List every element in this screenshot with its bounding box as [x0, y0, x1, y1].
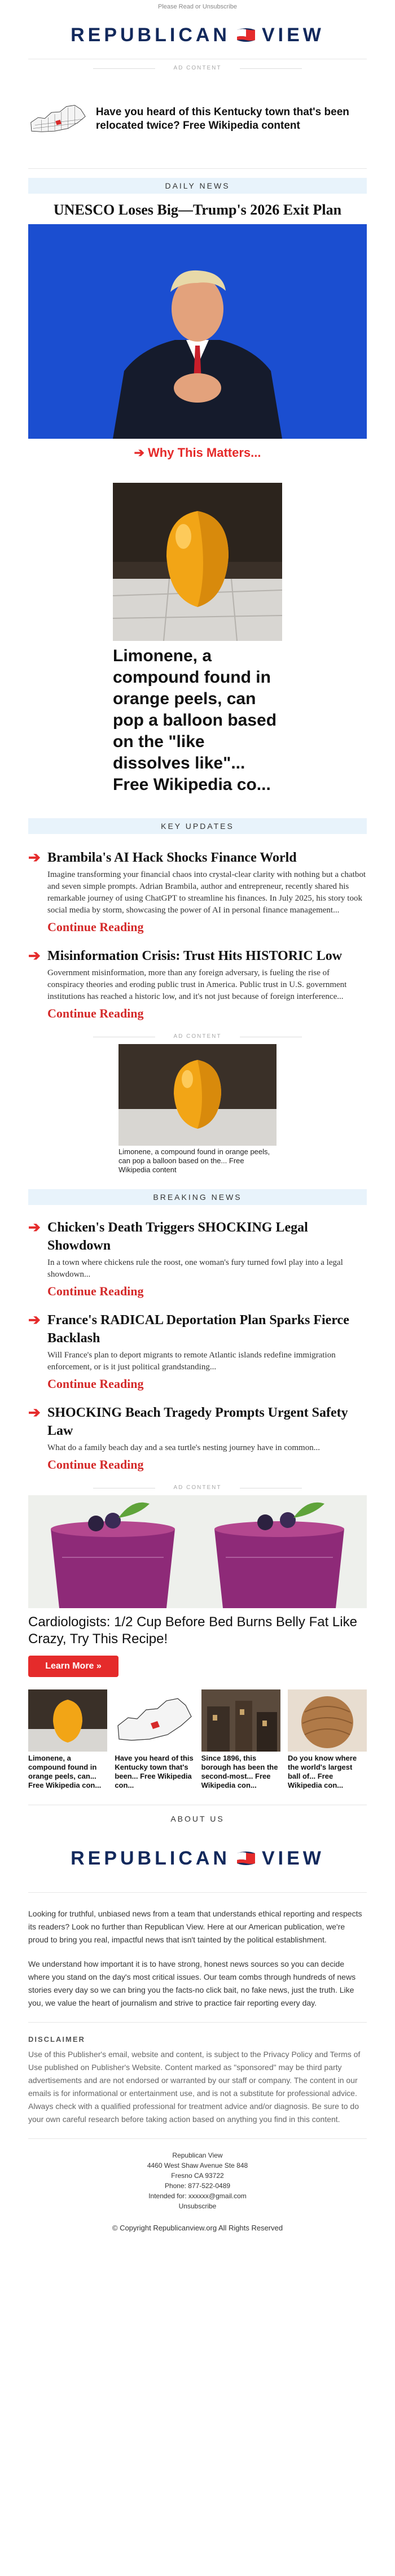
- arrow-icon: ➔: [28, 947, 41, 964]
- breaking-news-label: BREAKING NEWS: [28, 1189, 367, 1205]
- footer-address: [0, 2150, 395, 2211]
- copyright-text: © Copyright Republicanview.org All Rights Reserved: [112, 2224, 283, 2232]
- disclaimer-label: DISCLAIMER: [28, 2035, 85, 2044]
- article-title[interactable]: Misinformation Crisis: Trust Hits HISTORIC Low: [47, 949, 343, 963]
- flag-logo-icon: [236, 27, 256, 43]
- article-summary: Will France's plan to deport migrants to remote Atlantic islands redefine immigration enforcement, or is it just political grandstanding...: [47, 1351, 336, 1372]
- article-misinformation[interactable]: [28, 947, 367, 1021]
- hero-image[interactable]: [28, 224, 367, 439]
- kentucky-map-thumbnail: [115, 1689, 194, 1752]
- beet-drink-image[interactable]: [28, 1495, 367, 1608]
- footer-name: Republican View: [172, 2151, 223, 2159]
- footer-intended: Intended for: xxxxxx@gmail.com: [148, 2192, 247, 2200]
- arrow-icon: ➔: [28, 1404, 41, 1421]
- logo-word-right: VIEW: [262, 24, 324, 46]
- continue-reading-link[interactable]: Continue Reading: [47, 1457, 144, 1472]
- disclaimer-text: Use of this Publisher's email, website and content, is subject to the Privacy Policy and Terms of Use published on Publisher's Website. Content marked as "sponsored" may be third party advertisements and are not endorsed or warranted by our staff or company. The content in our emails is for informational or entertainment use, and is not a substitute for professional advice. Always check with a qualified professional for treatment advice and/or diagnosis. Be sure to do your own careful research before taking action based on anything you find in this content.: [28, 2050, 361, 2124]
- unsubscribe-link[interactable]: Unsubscribe: [178, 2202, 217, 2210]
- kentucky-ad-text: Have you heard of this Kentucky town that's been relocated twice? Free Wikipedia content: [95, 106, 349, 132]
- limonene-small-ad[interactable]: [118, 1044, 276, 1175]
- continue-reading-link[interactable]: Continue Reading: [47, 1006, 144, 1020]
- kentucky-map-image: [28, 85, 88, 153]
- tile-kentucky[interactable]: [115, 1689, 194, 1790]
- tile-text: Limonene, a compound found in orange peels, can... Free Wikipedia con...: [28, 1754, 102, 1789]
- orange-balloon-thumbnail: [28, 1689, 107, 1752]
- arrow-icon: ➔: [28, 1311, 41, 1328]
- limonene-small-ad-text: Limonene, a compound found in orange peels, can pop a balloon based on the... Free Wikipedia content: [118, 1147, 270, 1174]
- article-title[interactable]: SHOCKING Beach Tragedy Prompts Urgent Safety Law: [47, 1405, 348, 1438]
- ad-content-label: AD CONTENT: [0, 1033, 395, 1040]
- article-summary: In a town where chickens rule the roost, one woman's fury turned fowl play into a legal showdown...: [47, 1258, 343, 1279]
- article-title[interactable]: France's RADICAL Deportation Plan Sparks Fierce Backlash: [47, 1313, 349, 1346]
- key-updates-label: KEY UPDATES: [28, 818, 367, 834]
- footer-logo[interactable]: [0, 1841, 395, 1875]
- daily-news-label: DAILY NEWS: [28, 178, 367, 194]
- why-this-matters-link[interactable]: ➔ Why This Matters...: [134, 446, 261, 460]
- orange-balloon-image: [118, 1044, 276, 1146]
- footer-address-line-2: Fresno CA 93722: [171, 2172, 224, 2180]
- about-us-label: ABOUT US: [28, 1811, 367, 1827]
- article-brambila[interactable]: [28, 849, 367, 935]
- orange-balloon-image: [113, 483, 282, 641]
- tile-limonene[interactable]: [28, 1689, 107, 1790]
- footer-address-line-1: 4460 West Shaw Avenue Ste 848: [147, 2162, 248, 2169]
- twine-ball-thumbnail: [288, 1689, 367, 1752]
- logo-word-left: REPUBLICAN: [71, 24, 230, 46]
- header-logo[interactable]: [0, 18, 395, 52]
- ad-content-label: AD CONTENT: [0, 1485, 395, 1491]
- tile-text: Since 1896, this borough has been the second-most... Free Wikipedia con...: [201, 1754, 278, 1789]
- sponsored-tiles: [28, 1689, 367, 1790]
- article-title[interactable]: Brambila's AI Hack Shocks Finance World: [47, 850, 297, 865]
- cardiologists-ad-title[interactable]: Cardiologists: 1/2 Cup Before Bed Burns Belly Fat Like Crazy, Try This Recipe!: [28, 1614, 357, 1647]
- article-france[interactable]: [28, 1311, 367, 1391]
- tile-borough[interactable]: [201, 1689, 280, 1790]
- arrow-icon: ➔: [28, 1219, 41, 1235]
- borough-thumbnail: [201, 1689, 280, 1752]
- limonene-ad[interactable]: [113, 483, 282, 796]
- tile-text: Do you know where the world's largest ball of... Free Wikipedia con...: [287, 1754, 357, 1789]
- article-summary: What do a family beach day and a sea turtle's nesting journey have in common...: [47, 1443, 320, 1452]
- about-paragraph-2: We understand how important it is to have strong, honest news sources so you can decide where you stand on the day's most critical issues. Our team combs through hundreds of news stories every day so we can bring you the facts-no click bait, no fake news, just the truth. Like you, we value the heart of journalism and strive to practice fair reporting every day.: [28, 1959, 356, 2007]
- article-chicken[interactable]: [28, 1219, 367, 1299]
- logo-word-right: VIEW: [262, 1847, 324, 1869]
- learn-more-button[interactable]: Learn More »: [28, 1656, 118, 1677]
- continue-reading-link[interactable]: Continue Reading: [47, 1284, 144, 1298]
- continue-reading-link[interactable]: Continue Reading: [47, 1377, 144, 1391]
- hero-headline[interactable]: UNESCO Loses Big—Trump's 2026 Exit Plan: [53, 202, 342, 218]
- article-title[interactable]: Chicken's Death Triggers SHOCKING Legal Showdown: [47, 1220, 308, 1253]
- logo-word-left: REPUBLICAN: [71, 1847, 230, 1869]
- article-beach[interactable]: [28, 1404, 367, 1472]
- flag-logo-icon: [236, 1850, 256, 1867]
- arrow-icon: ➔: [28, 849, 41, 866]
- footer-phone: Phone: 877-522-0489: [164, 2182, 231, 2190]
- limonene-ad-title: Limonene, a compound found in orange peels, can pop a balloon based on the "like dissolves like"... Free Wikipedia co...: [113, 647, 277, 794]
- article-summary: Government misinformation, more than any foreign adversary, is fueling the rise of conspiracy theories and eroding public trust in America. Public trust in U.S. government institutions has reached a historic low, and it's not just because of foreign interference...: [47, 968, 347, 1001]
- kentucky-ad[interactable]: [28, 77, 367, 161]
- tile-ball[interactable]: [288, 1689, 367, 1790]
- about-paragraph-1: Looking for truthful, unbiased news from a team that understands ethical reporting and respects its readers? Look no further than Republican View. Here at our American publication, we're proud to bring you real, impactful news that isn't tainted by the political establishment.: [28, 1909, 362, 1944]
- tile-text: Have you heard of this Kentucky town that's been... Free Wikipedia con...: [115, 1754, 194, 1789]
- read-or-unsubscribe-link[interactable]: Please Read or Unsubscribe: [157, 3, 238, 10]
- continue-reading-link[interactable]: Continue Reading: [47, 920, 144, 934]
- article-summary: Imagine transforming your financial chaos into crystal-clear clarity with nothing but a chatbot and seven simple prompts. Adrian Brambila, author and entrepreneur, recently shared his remarkable journey of using ChatGPT to streamline his finances. In July 2025, his story took social media by storm, showcasing the power of AI in personal finance management...: [47, 870, 366, 915]
- ad-content-label: AD CONTENT: [0, 65, 395, 71]
